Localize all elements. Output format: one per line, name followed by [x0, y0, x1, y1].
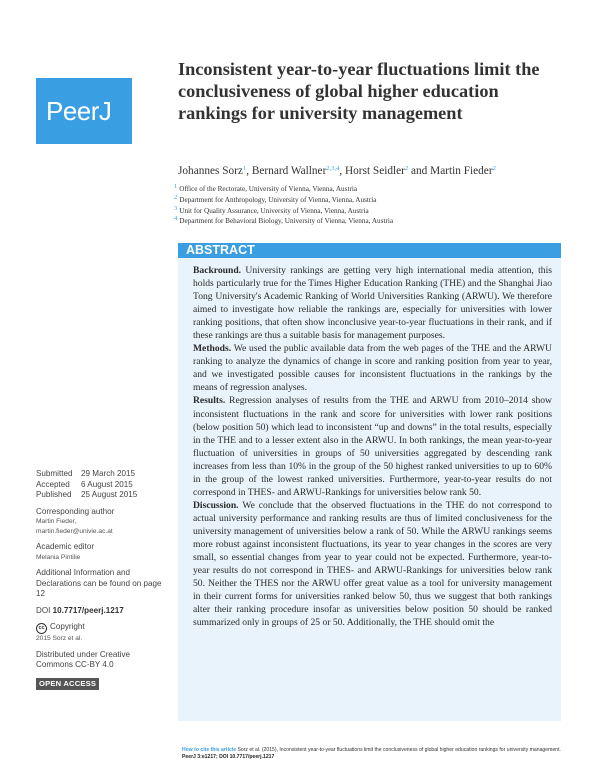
affiliation: $^2$ Department for Anthropology, University of Vienna, Vienna, Austria — [174, 193, 377, 204]
author[interactable]: Horst Seidler$^2$ — [345, 165, 409, 177]
affiliation: $^3$ Unit for Quality Assurance, University of Vienna, Vienna, Austria — [174, 204, 369, 215]
abstract-body — [178, 258, 561, 721]
open-access-badge: OPEN ACCESS — [36, 678, 99, 691]
doi-link[interactable]: 10.7717/peerj.1217 — [52, 605, 124, 615]
author[interactable]: Martin Fieder$^2$ — [430, 165, 496, 177]
abstract-discussion: Discussion. We conclude that the observed fluctuations in the THE do not correspond to actual university performance and ranking results are thus of limited conclusiveness for the university management of universities below a rank of 50. While the ARWU rankings seems more robust against inconsistent fluctuations, its year to year changes in the scores are very small, so essential changes from year to year could not be expected. Furthermore, year-to-year results do not correspond in THES- and ARWU-Rankings for universities below rank 50. Neither the THES nor the ARWU offer great value as a tool for university management in their current forms for universities ranked below 50, thus we suggest that both rankings alter their ranking procedure insofar as universities below position 50 should be ranked summarized only in groups of 25 or 50. Additionally, the THE should omit the — [193, 499, 552, 629]
abstract-results: Results. Regression analyses of results from the THE and ARWU from 2010–2014 show inconsistent fluctuations in the rank and score for universities with lower rank positions (below position 50) which lead to inconsistent “up and downs” in the total results, especially in the THE and to a lesser extent also in the ARWU. In both rankings, the mean year-to-year fluctuation of universities in groups of 50 universities aggregated by descending rank increases from less than 10% in the group of the 50 highest ranked universities to up to 60% in the group of the lowest ranked universities. Furthermore, year-to-year results do not correspond in THES- and ARWU-Rankings for universities below rank 50. — [193, 395, 552, 498]
corresponding-author: Corresponding author Martin Fieder, martin.fieder@univie.ac.at — [36, 507, 168, 537]
dates: Submitted 29 March 2015 Accepted 6 August 2015 Published 25 August 2015 — [36, 469, 138, 499]
corresponding-email-link[interactable]: martin.fieder@univie.ac.at — [36, 527, 113, 535]
author[interactable]: Bernard Wallner$^{2,3,4}$ — [251, 165, 340, 177]
affiliation: $^4$ Department for Behavioral Biology, University of Vienna, Vienna, Austria — [174, 215, 394, 226]
peerj-logo: PeerJ — [36, 78, 132, 144]
citation-footer: How to cite this article Sorz et al. (2015), Inconsistent year-to-year fluctuations limit the conclusiveness of global higher education rankings for university management. PeerJ 3:e1217; DOI 10.7717/peerj.1217 — [182, 747, 561, 761]
cc-icon: cc — [36, 623, 47, 634]
article-title: Inconsistent year-to-year fluctuations limit the conclusiveness of global higher education rankings for university management — [178, 59, 540, 123]
academic-editor: Academic editor Melania Pintilie — [36, 542, 95, 561]
affiliations — [174, 184, 564, 227]
article-sidebar — [36, 469, 168, 690]
copyright: cc Copyright 2015 Sorz et al. — [36, 622, 85, 642]
license: Distributed under Creative Commons CC-BY 4.0 — [36, 649, 131, 669]
additional-info-link[interactable]: Additional Information and Declarations can be found on page 12 — [36, 568, 162, 598]
affiliation: $^1$ Office of the Rectorate, University of Vienna, Vienna, Austria — [174, 183, 358, 193]
author[interactable]: Johannes Sorz$^1$ — [178, 165, 247, 177]
footer-doi-link[interactable]: DOI 10.7717/peerj.1217 — [219, 754, 275, 761]
abstract-heading: ABSTRACT — [178, 243, 561, 258]
abstract-methods: Methods. We used the public available data from the web pages of the THE and the ARWU ranking to analyze the dynamics of change in score and ranking position from year to year, and we investigated possible causes for inconsistent fluctuations in the rankings by the means of regression analyses. — [193, 343, 552, 394]
author-list: Johannes Sorz$^1$, Bernard Wallner$^{2,3,4}$, Horst Seidler$^2$ and Martin Fieder$^2$ — [178, 165, 496, 177]
abstract-background: Backround. University rankings are getting very high international media attention, this holds particularly true for the Times Higher Education Ranking (THE) and the Shanghai Jiao Tong University's Academic Ranking of World Universities Ranking (ARWU). We therefore aimed to investigate how reliable the rankings are, especially for universities with lower ranking positions, that often show inconclusive year-to-year fluctuations in their rank, and if these rankings are thus a suitable basis for management purposes. — [193, 265, 553, 342]
doi: DOI 10.7717/peerj.1217 — [36, 605, 124, 615]
